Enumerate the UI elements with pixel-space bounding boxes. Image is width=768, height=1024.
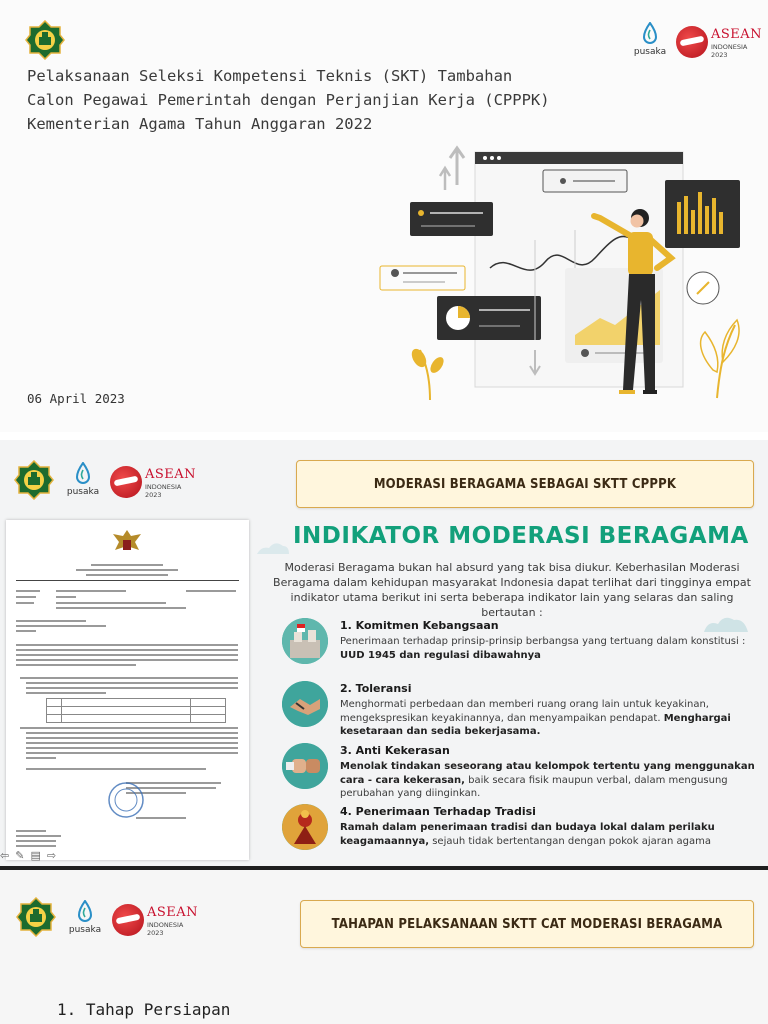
indicator-heading: INDIKATOR MODERASI BERAGAMA xyxy=(293,523,749,549)
asean-year: 2023 xyxy=(145,491,162,499)
indicator-title: 4. Penerimaan Terhadap Tradisi xyxy=(340,805,536,818)
section-banner xyxy=(300,900,754,948)
indicator-item xyxy=(282,681,752,737)
asean-label: ASEAN xyxy=(145,467,197,482)
pen-tool-icon[interactable]: ✎ xyxy=(15,848,25,862)
indicator-title: 1. Komitmen Kebangsaan xyxy=(340,619,499,632)
data-analysis-illustration xyxy=(375,140,745,405)
asean-logo xyxy=(110,464,197,504)
indicator-description: Menolak tindakan seseorang atau kelompok tertentu yang menggunakan cara - cara kekerasan, baik secara fisik maupun verbal, dalam mengusung perubahan yang diinginkan. xyxy=(340,761,755,799)
slide-3 xyxy=(0,870,768,1024)
cloud-decoration-icon xyxy=(255,540,291,556)
kemenag-logo-icon xyxy=(14,460,54,500)
asean-label: ASEAN xyxy=(711,27,763,42)
pusaka-label: pusaka xyxy=(66,487,100,497)
official-letter-document xyxy=(6,520,249,860)
asean-emblem-icon xyxy=(110,466,142,498)
kemenag-logo-icon xyxy=(25,20,65,60)
next-slide-icon[interactable]: ⇨ xyxy=(46,848,57,862)
presentation-date: 06 April 2023 xyxy=(27,391,125,406)
asean-logo xyxy=(676,24,763,64)
section-banner-text: TAHAPAN PELAKSANAAN SKTT CAT MODERASI BERAGAMA xyxy=(331,916,723,932)
asean-label: ASEAN xyxy=(147,905,199,920)
slide-1 xyxy=(0,0,768,432)
indicator-description: Penerimaan terhadap prinsip-prinsip berbangsa yang tertuang dalam konstitusi : UUD 1945 dan regulasi dibawahnya xyxy=(340,636,746,661)
anti-violence-fist-icon xyxy=(282,743,328,789)
section-banner-text: MODERASI BERAGAMA SEBAGAI SKTT CPPPK xyxy=(373,476,677,492)
indicator-item xyxy=(282,743,755,799)
slide-2 xyxy=(0,440,768,866)
indicator-item xyxy=(282,804,752,854)
indicator-title: 3. Anti Kekerasan xyxy=(340,744,450,757)
pusaka-drop-icon xyxy=(642,22,658,44)
kemenag-logo-icon xyxy=(16,897,56,937)
slide-menu-icon[interactable]: ▤ xyxy=(30,848,41,862)
prev-slide-icon[interactable]: ⇦ xyxy=(0,848,10,862)
slide-1-title xyxy=(27,64,587,136)
slide-nav-toolbar xyxy=(0,848,70,862)
tolerance-handshake-icon xyxy=(282,681,328,727)
indicator-item xyxy=(282,618,752,668)
pusaka-logo xyxy=(66,462,100,497)
garuda-emblem-icon xyxy=(111,528,143,558)
pusaka-drop-icon xyxy=(77,900,93,922)
asean-emblem-icon xyxy=(676,26,708,58)
title-line-2: Calon Pegawai Pemerintah dengan Perjanjian Kerja (CPPPK) xyxy=(27,91,550,109)
pusaka-label: pusaka xyxy=(68,925,102,935)
title-line-3: Kementerian Agama Tahun Anggaran 2022 xyxy=(27,115,373,133)
indicator-description: Ramah dalam penerimaan tradisi dan budaya lokal dalam perilaku keagamaannya, sejauh tidak bertentangan dengan pokok ajaran agama xyxy=(340,822,715,847)
asean-country: INDONESIA xyxy=(147,921,184,929)
indicator-title: 2. Toleransi xyxy=(340,682,412,695)
asean-logo xyxy=(112,902,199,942)
national-commitment-icon xyxy=(282,618,328,664)
indicator-intro: Moderasi Beragama bukan hal absurd yang tak bisa diukur. Keberhasilan Moderasi Beragama dalam kehidupan masyarakat Indonesia dapat terlihat dari tingginya empat indikator utama berikut ini serta beberapa indikator lain yang selaras dan saling bertautan : xyxy=(273,561,751,619)
asean-country: INDONESIA xyxy=(711,43,748,51)
pusaka-label: pusaka xyxy=(633,47,667,57)
official-stamp-icon xyxy=(106,780,146,820)
slide-separator xyxy=(0,432,768,440)
asean-year: 2023 xyxy=(711,51,728,59)
pusaka-drop-icon xyxy=(75,462,91,484)
asean-year: 2023 xyxy=(147,929,164,937)
pusaka-logo xyxy=(68,900,102,935)
assessment-weight-table xyxy=(46,698,226,723)
asean-emblem-icon xyxy=(112,904,144,936)
pusaka-logo xyxy=(633,22,667,57)
stage-item-1: 1. Tahap Persiapan xyxy=(57,1000,231,1019)
indicator-description: Menghormati perbedaan dan memberi ruang orang lain untuk keyakinan, mengekspresikan keyakinannya, dan menyampaikan pendapat. Menghargai kesetaraan dan sedia bekerjasama. xyxy=(340,699,731,737)
asean-country: INDONESIA xyxy=(145,483,182,491)
section-banner xyxy=(296,460,754,508)
title-line-1: Pelaksanaan Seleksi Kompetensi Teknis (SKT) Tambahan xyxy=(27,67,513,85)
tradition-dancer-icon xyxy=(282,804,328,850)
